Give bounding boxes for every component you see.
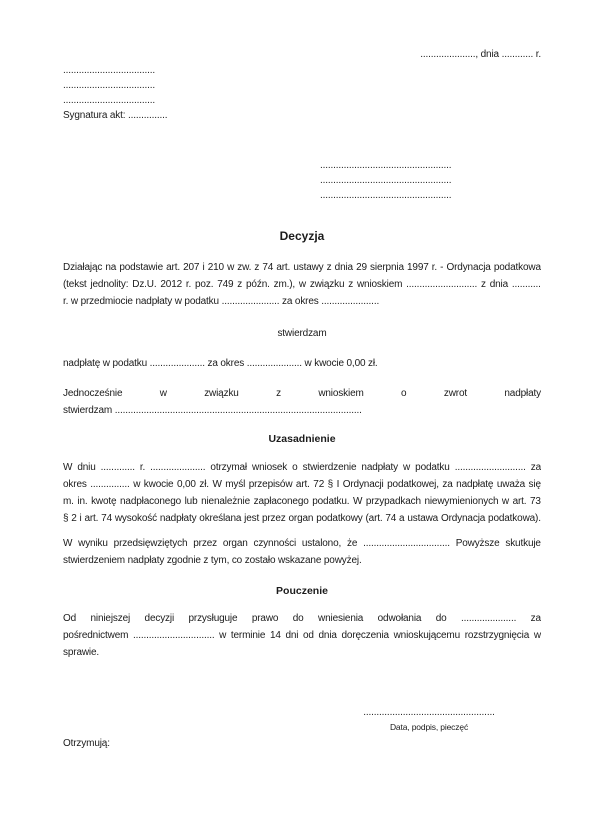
statement-line: nadpłatę w podatku ..................... za okres ..................... w kwocie 0,00 zł. <box>63 358 378 369</box>
document-title: Decyzja <box>279 229 325 243</box>
case-reference: Sygnatura akt: ............... <box>63 110 168 121</box>
paragraph-line: W dniu ............. r. ..................... otrzymał wniosek o stwierdzenie nadpłaty w podatku ........................... za <box>63 462 541 473</box>
intro-paragraph <box>63 259 541 310</box>
addressee-dotted-line: .................................................. <box>320 160 452 171</box>
instruction-heading: Pouczenie <box>276 585 328 597</box>
justification-heading: Uzasadnienie <box>268 433 336 445</box>
addressee-dotted-line: .................................................. <box>320 175 452 186</box>
justification-paragraph-1 <box>63 459 541 527</box>
addressee-dotted-line: .................................................. <box>320 190 452 201</box>
simultaneous-paragraph <box>63 385 541 419</box>
addressee-block <box>320 158 520 203</box>
paragraph-line: pośrednictwem ............................... w terminie 14 dni od dnia doręczenia wnioskującemu rozstrzygnięcia w <box>63 630 541 641</box>
paragraph-line: Jednocześnie w związku z wnioskiem o zwrot nadpłaty <box>63 388 541 399</box>
justification-paragraph-2 <box>63 535 541 569</box>
paragraph-line: Działając na podstawie art. 207 i 210 w zw. z 74 art. ustawy z dnia 29 sierpnia 1997 r. - Ordynacja podatkowa <box>63 262 541 273</box>
sender-dotted-line: ................................... <box>63 65 155 76</box>
paragraph-line: Od niniejszej decyzji przysługuje prawo do wniesienia odwołania do ..................... za <box>63 613 541 624</box>
paragraph-line: § 2 i art. 74 wysokość nadpłaty określana jest przez organ podatkowy (art. 74 a ustawa Ordynacja podatkowa). <box>63 513 541 524</box>
sender-dotted-line: ................................... <box>63 80 155 91</box>
paragraph-line: stwierdzam .............................................................................................. <box>63 405 362 416</box>
paragraph-line: W wyniku przedsięwziętych przez organ czynności ustalono, że ................................. Powyższe skutkuje <box>63 538 541 549</box>
paragraph-line: m. in. kwotę nadpłaconego lub nienależnie zapłaconego podatku. W przypadkach niewymienionych w art. 73 <box>63 496 541 507</box>
paragraph-line: (tekst jednolity: Dz.U. 2012 r. poz. 749 z późn. zm.), w związku z wnioskiem ........................... z dnia ........... <box>63 279 541 290</box>
recipients-label: Otrzymują: <box>63 738 110 749</box>
place-date-line: ....................., dnia ............ r. <box>420 49 541 60</box>
paragraph-line: r. w przedmiocie nadpłaty w podatku ...................... za okres ...................... <box>63 296 380 307</box>
paragraph-line: okres ............... w kwocie 0,00 zł. W myśl przepisów art. 72 § I Ordynacji podatkowej, za nadpłatę uważa się <box>63 479 541 490</box>
signature-dotted-line: .................................................. <box>363 707 495 718</box>
signature-caption: Data, podpis, pieczęć <box>389 722 469 732</box>
sender-dotted-line: ................................... <box>63 95 155 106</box>
instruction-paragraph <box>63 610 541 661</box>
signature-block <box>340 704 518 733</box>
paragraph-line: sprawie. <box>63 647 100 658</box>
paragraph-line: stwierdzeniem nadpłaty zgodnie z tym, co zostało wskazane powyżej. <box>63 555 362 566</box>
verdict-word: stwierdzam <box>277 328 327 339</box>
sender-block <box>63 63 263 123</box>
